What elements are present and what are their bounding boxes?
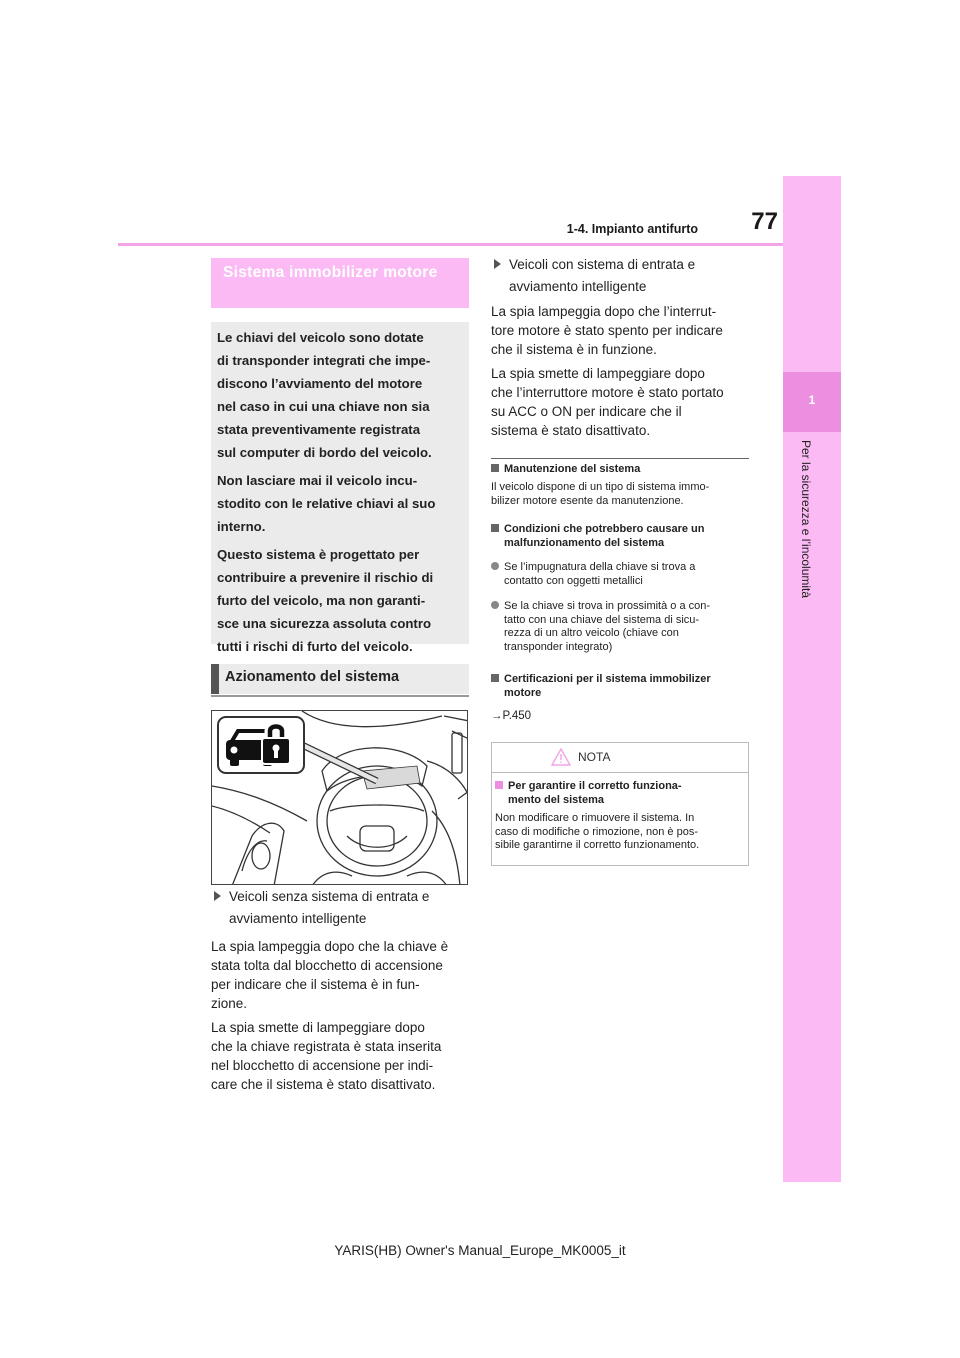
certification-heading	[491, 672, 753, 700]
intro-line: furto del veicolo, ma non garanti-	[217, 593, 426, 608]
section-title: 1-4. Impianto antifurto	[566, 222, 698, 236]
text-line: zione.	[211, 996, 248, 1011]
dashboard-drawing	[212, 711, 468, 885]
header-rule	[118, 243, 783, 246]
certification-heading-text: Certificazioni per il sistema immobilizer	[504, 673, 711, 685]
bullet-text: Veicoli senza sistema di entrata e	[229, 889, 430, 904]
nota-heading-text: mento del sistema	[508, 794, 604, 806]
chapter-number: 1	[808, 393, 816, 407]
subsection-heading-text: Azionamento del sistema	[225, 669, 400, 685]
certification-heading-text: motore	[504, 687, 542, 699]
text-line: Se l’impugnatura della chiave si trova a	[504, 561, 696, 573]
condition-item-1	[491, 561, 753, 588]
conditions-heading-text: Condizioni che potrebbero causare un	[504, 523, 705, 535]
intro-line: di transponder integrati che impe-	[217, 353, 431, 368]
page-reference-link[interactable]: →P.450	[491, 710, 532, 722]
text-line: che l’interruttore motore è stato portato	[491, 385, 724, 400]
chapter-title-text: Per la sicurezza e l’incolumità	[799, 440, 813, 599]
conditions-heading	[491, 522, 753, 550]
dashboard-illustration	[211, 710, 468, 885]
right-paragraph-2	[491, 364, 753, 440]
text-line: tore motore è stato spento per indicare	[491, 323, 723, 338]
text-line: che il sistema è in funzione.	[491, 342, 657, 357]
subsection-heading	[211, 664, 469, 694]
nota-title: NOTA	[578, 750, 611, 764]
nota-divider	[491, 772, 749, 773]
conditions-heading-text: malfunzionamento del sistema	[504, 537, 665, 549]
text-line: transponder integrato)	[504, 640, 613, 653]
text-line: contatto con oggetti metallici	[504, 574, 643, 587]
square-bullet-icon	[491, 674, 499, 682]
nota-text	[495, 812, 749, 853]
page-number: 77	[751, 208, 778, 235]
text-line: La spia lampeggia dopo che la chiave è	[211, 939, 449, 954]
intro-line: discono l’avviamento del motore	[217, 376, 423, 391]
intro-line: contribuire a prevenire il rischio di	[217, 570, 434, 585]
intro-line: nel caso in cui una chiave non sia	[217, 399, 430, 414]
chapter-title	[783, 440, 841, 650]
round-bullet-icon	[491, 562, 499, 570]
section-heading-text: Sistema immobilizer motore	[223, 264, 438, 281]
nota-heading-text: Per garantire il corretto funziona-	[508, 780, 682, 792]
text-line: La spia lampeggia dopo che l’interrut-	[491, 304, 717, 319]
section-heading	[211, 258, 469, 308]
triangle-bullet-icon	[494, 259, 501, 269]
intro-line: stodito con le relative chiavi al suo	[217, 496, 436, 511]
section-divider	[491, 458, 749, 459]
bullet-with-smart-entry	[494, 254, 750, 276]
text-line: La spia smette di lampeggiare dopo	[491, 366, 705, 381]
text-line: nel blocchetto di accensione per indi-	[211, 1058, 434, 1073]
left-paragraph-1	[211, 937, 473, 1013]
text-line: su ACC o ON per indicare che il	[491, 404, 682, 419]
right-paragraph-1	[491, 302, 753, 359]
maintenance-text	[491, 481, 753, 508]
intro-line: tutti i rischi di furto del veicolo.	[217, 639, 413, 654]
square-bullet-icon	[491, 464, 499, 472]
text-line: Se la chiave si trova in prossimità o a con-	[504, 600, 711, 612]
chapter-side-tab	[783, 176, 841, 1182]
text-line: Il veicolo dispone di un tipo di sistema immo-	[491, 481, 710, 493]
bullet-without-smart-entry	[214, 886, 470, 908]
bullet-text-line2: avviamento intelligente	[509, 279, 647, 294]
intro-line: sul computer di bordo del veicolo.	[217, 445, 432, 460]
intro-line: interno.	[217, 519, 266, 534]
bullet-text: Veicoli con sistema di entrata e	[509, 257, 696, 272]
text-line: caso di modifiche o rimozione, non è pos-	[495, 825, 698, 838]
warning-triangle-icon	[550, 747, 572, 767]
intro-line: Le chiavi del veicolo sono dotate	[217, 330, 424, 345]
subsection-rule	[211, 695, 469, 697]
maintenance-heading-text: Manutenzione del sistema	[504, 463, 641, 475]
square-bullet-icon	[491, 524, 499, 532]
condition-item-2	[491, 600, 753, 654]
triangle-bullet-icon	[214, 891, 221, 901]
text-line: Non modificare o rimuovere il sistema. In	[495, 812, 695, 824]
text-line: per indicare che il sistema è in fun-	[211, 977, 420, 992]
intro-box	[211, 322, 469, 654]
text-line: sibile garantirne il corretto funzionamento.	[495, 839, 700, 851]
maintenance-heading	[491, 462, 753, 476]
text-line: stata tolta dal blocchetto di accensione	[211, 958, 443, 973]
intro-line: stata preventivamente registrata	[217, 422, 421, 437]
round-bullet-icon	[491, 601, 499, 609]
footer-text: YARIS(HB) Owner's Manual_Europe_MK0005_it	[334, 1243, 626, 1258]
text-line: La spia smette di lampeggiare dopo	[211, 1020, 425, 1035]
square-bullet-icon	[495, 781, 503, 789]
text-line: che la chiave registrata è stata inserita	[211, 1039, 442, 1054]
intro-line: Questo sistema è progettato per	[217, 547, 420, 562]
bullet-text-line2: avviamento intelligente	[229, 911, 367, 926]
intro-line: Non lasciare mai il veicolo incu-	[217, 473, 418, 488]
nota-heading	[495, 779, 749, 807]
text-line: tatto con una chiave del sistema di sicu-	[504, 613, 700, 626]
left-paragraph-2	[211, 1018, 473, 1094]
text-line: sistema è stato disattivato.	[491, 423, 651, 438]
text-line: rezza di un altro veicolo (chiave con	[504, 627, 679, 639]
intro-line: sce una sicurezza assoluta contro	[217, 616, 432, 631]
text-line: care che il sistema è stato disattivato.	[211, 1077, 436, 1092]
text-line: bilizer motore esente da manutenzione.	[491, 494, 684, 507]
security-indicator-icon	[226, 725, 290, 766]
